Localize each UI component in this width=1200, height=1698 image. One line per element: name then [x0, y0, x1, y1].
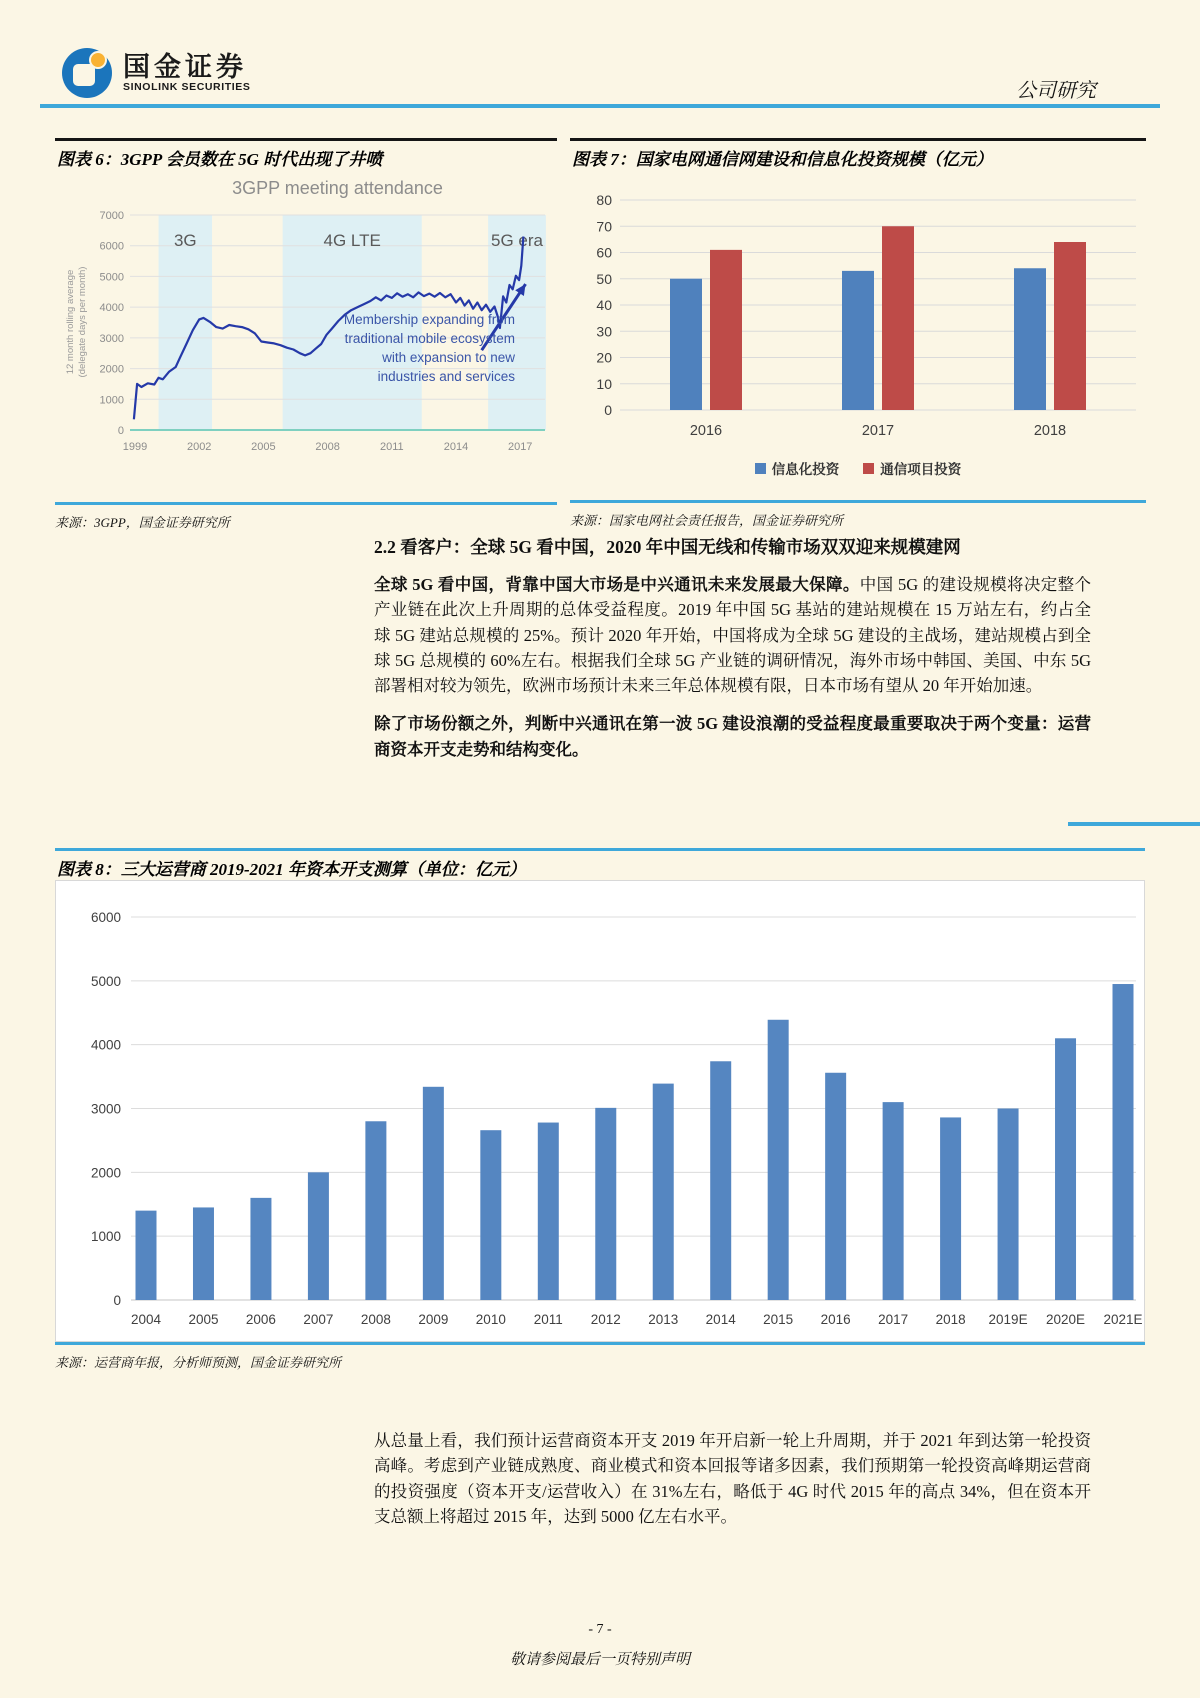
svg-text:6000: 6000	[99, 240, 124, 253]
svg-text:2017: 2017	[861, 423, 895, 439]
svg-text:2010: 2010	[475, 1312, 506, 1327]
closing-paragraph: 从总量上看，我们预计运营商资本开支 2019 年开启新一轮上升周期，并于 2021 年到达第一轮投资高峰。考虑到产业链成熟度、商业模式和资本回报等诸多因素，我们预期第一轮投资高峰期运营商的投资强度（资本开支/运营收入）在 31%左右，略低于 4G 时代 2015 年的高点 34%，但在资本开支总额上将超过 2015 年，达到 5000 亿左右水平。	[374, 1431, 1091, 1526]
paragraph-1-body: 中国 5G 的建设规模将决定整个产业链在此次上升周期的总体受益程度。2019 年中国 5G 基站的建站规模在 15 万站左右，约占全球 5G 建站总规模的 25%。预计 2020 年开始，中国将成为全球 5G 建设的主战场，建站规模占到全球 5G 总规模的 60%左右。根据我们全球 5G 产业链的调研情况，海外市场中韩国、美国、中东 5G 部署相对较为领先，欧洲市场预计未来三年总体规模有限，日本市场有望从 20 年开始加速。	[374, 575, 1091, 696]
figure-7-block	[570, 138, 1146, 529]
svg-text:7000: 7000	[99, 210, 124, 222]
figure-6-titlebar	[55, 138, 557, 170]
svg-text:2009: 2009	[418, 1312, 449, 1327]
svg-text:50: 50	[596, 270, 612, 287]
header-rule	[40, 104, 1160, 108]
svg-text:2011: 2011	[379, 441, 404, 453]
svg-text:30: 30	[596, 323, 612, 340]
fig6-annotation: Membership expanding from traditional mobile ecosystem with expansion to new industries and services	[343, 312, 515, 385]
svg-text:2000: 2000	[99, 363, 124, 376]
legend-label-informatization: 信息化投资	[771, 462, 840, 477]
svg-text:2008: 2008	[360, 1312, 391, 1327]
svg-text:2020E: 2020E	[1046, 1312, 1086, 1327]
section-paragraph-2: 除了市场份额之外，判断中兴通讯在第一波 5G 建设浪潮的受益程度最重要取决于两个变量：运营商资本开支走势和结构变化。	[374, 714, 1091, 759]
right-edge-rule	[1068, 822, 1200, 826]
svg-text:2018: 2018	[935, 1312, 966, 1327]
logo-dot-icon	[89, 51, 107, 69]
svg-text:2018: 2018	[1033, 423, 1067, 439]
svg-text:40: 40	[596, 297, 612, 313]
fig6-chart	[55, 170, 557, 502]
brand-text	[123, 53, 251, 93]
figure-7-title: 图表 7：国家电网通信网建设和信息化投资规模（亿元）	[572, 150, 993, 169]
svg-text:2006: 2006	[245, 1312, 276, 1327]
sinolink-logo-icon	[62, 48, 112, 98]
legend-item-informatization	[755, 458, 840, 478]
svg-text:2015: 2015	[763, 1312, 794, 1327]
section-heading: 2.2 看客户：全球 5G 看中国，2020 年中国无线和传输市场双双迎来规模建网	[374, 537, 961, 557]
logo-square-icon	[73, 64, 95, 86]
svg-text:2008: 2008	[315, 441, 340, 453]
figure-8-block	[55, 848, 1145, 1371]
svg-text:2012: 2012	[590, 1312, 621, 1327]
svg-text:2014: 2014	[705, 1312, 736, 1327]
report-category: 公司研究	[1016, 80, 1096, 102]
figure-6-block	[55, 138, 557, 531]
svg-text:60: 60	[596, 244, 612, 261]
svg-text:5G era: 5G era	[490, 231, 543, 250]
svg-text:4000: 4000	[99, 302, 124, 315]
svg-text:2007: 2007	[303, 1312, 334, 1327]
svg-text:12 month rolling average: 12 month rolling average	[65, 269, 76, 375]
figure-7-titlebar	[570, 138, 1146, 170]
legend-label-telecom-project: 通信项目投资	[880, 462, 962, 477]
svg-text:3000: 3000	[90, 1101, 121, 1117]
svg-text:70: 70	[596, 218, 612, 235]
svg-text:2005: 2005	[251, 441, 276, 453]
brand-logo	[62, 48, 251, 98]
disclaimer-note: 敬请参阅最后一页特别声明	[509, 1652, 690, 1668]
figure-8-source: 来源：运营商年报，分析师预测，国金证券研究所	[55, 1355, 342, 1370]
svg-text:1000: 1000	[99, 394, 124, 407]
svg-text:20: 20	[596, 349, 612, 366]
svg-text:4000: 4000	[90, 1037, 121, 1053]
figure-7-source: 来源：国家电网社会责任报告，国金证券研究所	[570, 513, 844, 528]
svg-text:2021E: 2021E	[1103, 1312, 1143, 1327]
svg-text:5000: 5000	[99, 271, 124, 284]
svg-text:0: 0	[113, 1293, 121, 1308]
svg-text:2016: 2016	[689, 423, 723, 439]
svg-text:2014: 2014	[443, 441, 469, 453]
svg-text:80: 80	[596, 192, 612, 208]
section-paragraph-1	[374, 572, 1091, 698]
svg-text:2011: 2011	[533, 1312, 563, 1327]
brand-name-cn: 国金证券	[123, 51, 247, 82]
svg-text:4G LTE: 4G LTE	[323, 231, 381, 250]
legend-item-telecom-project	[863, 458, 961, 478]
figure-6-source: 来源：3GPP，国金证券研究所	[55, 515, 230, 530]
svg-text:2002: 2002	[186, 441, 212, 453]
svg-text:(delegate days per month): (delegate days per month)	[77, 266, 88, 378]
brand-name-en: SINOLINK SECURITIES	[123, 81, 251, 94]
svg-text:6000: 6000	[90, 910, 121, 925]
legend-swatch-blue-icon	[755, 463, 766, 474]
svg-text:2013: 2013	[648, 1312, 679, 1327]
svg-text:2017: 2017	[878, 1312, 909, 1327]
svg-text:3G: 3G	[173, 231, 197, 250]
section-2-2	[374, 534, 1091, 762]
fig7-legend	[570, 458, 1146, 478]
svg-text:0: 0	[604, 402, 612, 418]
figure-8-title: 图表 8：三大运营商 2019-2021 年资本开支测算（单位：亿元）	[57, 860, 526, 879]
svg-text:3GPP meeting attendance: 3GPP meeting attendance	[232, 178, 443, 198]
svg-text:2005: 2005	[188, 1312, 219, 1327]
svg-text:2017: 2017	[507, 441, 533, 453]
svg-text:0: 0	[117, 425, 124, 437]
page-number: - 7 -	[588, 1622, 612, 1637]
figure-6-title: 图表 6：3GPP 会员数在 5G 时代出现了井喷	[57, 150, 383, 169]
svg-text:1000: 1000	[90, 1229, 121, 1245]
legend-swatch-red-icon	[863, 463, 874, 474]
svg-text:2000: 2000	[90, 1165, 121, 1181]
svg-text:2019E: 2019E	[988, 1312, 1028, 1327]
figure-8-titlebar	[55, 848, 1145, 880]
svg-text:5000: 5000	[90, 973, 121, 989]
svg-text:1999: 1999	[122, 441, 148, 453]
svg-text:10: 10	[596, 375, 612, 392]
svg-text:2016: 2016	[820, 1312, 851, 1327]
svg-text:3000: 3000	[99, 332, 124, 345]
fig8-chart	[55, 880, 1145, 1342]
paragraph-1-lead: 全球 5G 看中国，背靠中国大市场是中兴通讯未来发展最大保障。	[374, 575, 860, 594]
fig7-chart	[570, 170, 1146, 500]
svg-text:2004: 2004	[130, 1312, 162, 1327]
